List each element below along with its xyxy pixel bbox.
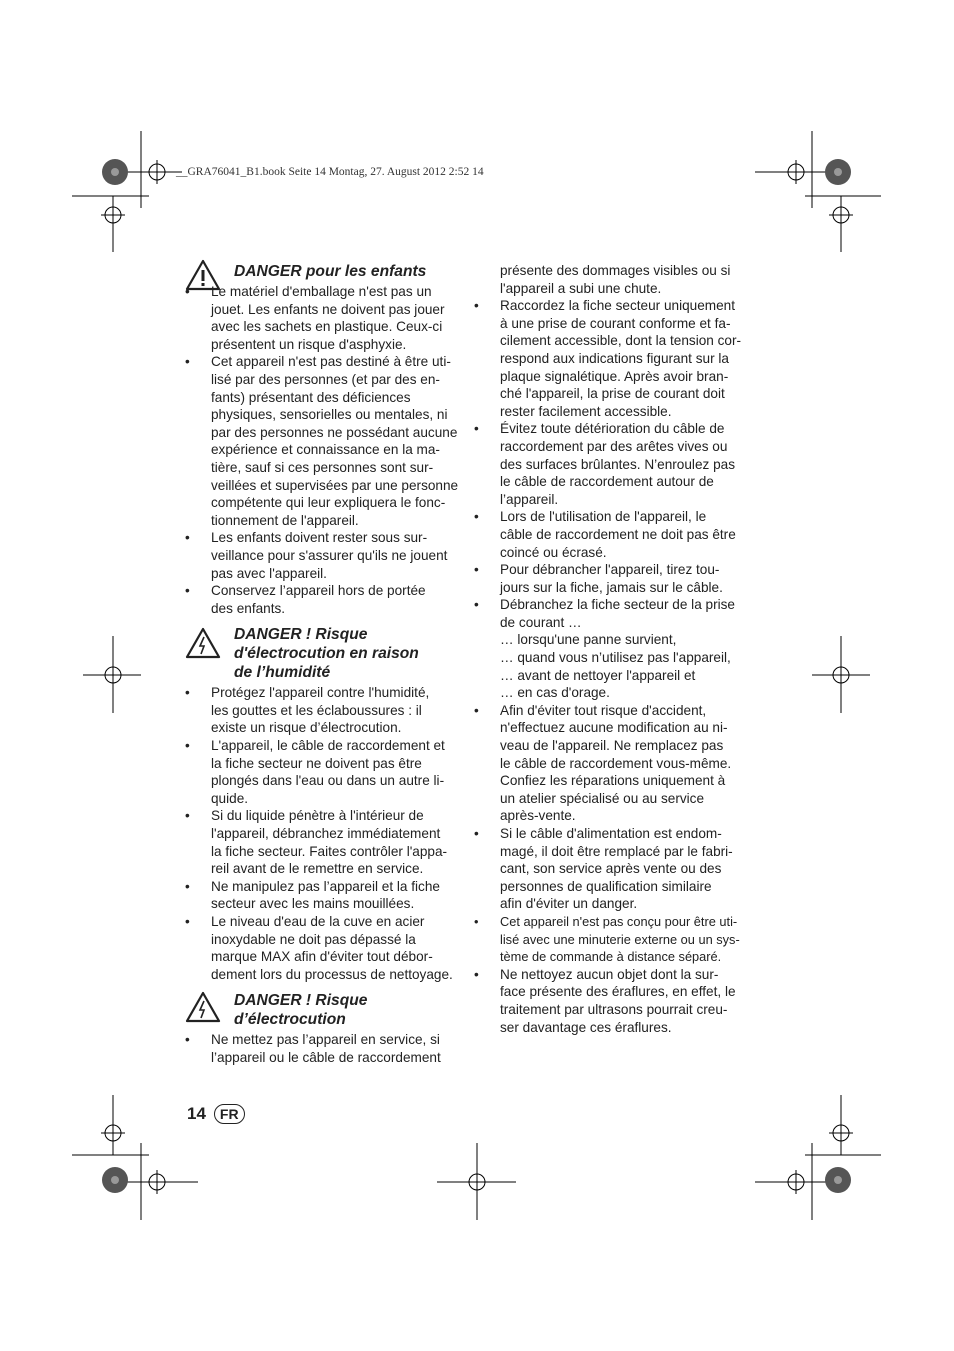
list-item: • Conservez l’appareil hors de portée des enfants. [185,583,426,616]
list-item: • Le matériel d'emballage n'est pas un jouet. Les enfants ne doivent pas jouer avec les sachets en plastique. Ceux-ci présentent un risque d'asphyxie. [185,284,445,352]
list-item: • L'appareil, le câble de raccordement et la fiche secteur ne doivent pas être plongés dans l'eau ou dans un autre li- quide. [185,738,445,806]
list-item: • Pour débrancher l'appareil, tirez tou- jours sur la fiche, jamais sur le câble. [474,562,723,595]
electric-hazard-icon [185,991,221,1023]
print-slug: __GRA76041_B1.book Seite 14 Montag, 27. August 2012 2:52 14 [176,166,484,178]
section-heading-electrocution [185,991,465,1029]
list-item: • Le niveau d'eau de la cuve en acier inoxydable ne doit pas dépassé la marque MAX afin d'éviter tout débor- dement lors du processus de nettoyage. [185,914,453,982]
list-item: • Si le câble d'alimentation est endom- magé, il doit être remplacé par le fabri- cant, son service après vente ou des personnes de qualification similaire afin d'éviter un danger. [474,826,733,912]
language-badge: FR [214,1104,245,1124]
list-item: • Évitez toute détérioration du câble de raccordement par des arêtes vives ou des surfaces brûlantes. N’enroulez pas le câble de raccordement autour de l’appareil. [474,421,735,507]
electric-hazard-icon [185,627,221,659]
list-item: • Cet appareil n'est pas destiné à être uti- lisé par des personnes (et par des en- fants) présentant des déficiences physiques, sensorielles ou mentales, ni par des personnes ne possédant aucune expérience et connaissance en la ma- tière, sauf si ces personnes sont sur- veillées et supervisées par une personne compétente qui leur expliquera le fonc- tionnement de l'appareil. [185,354,459,528]
section-heading-electrocution-humidity [185,625,465,682]
list-item: • Afin d'éviter tout risque d'accident, n'effectuez aucune modification au ni- veau de l'appareil. Ne remplacez pas le câble de raccordement vous-même. Confiez les réparations uniquement à un atelier spécialisé ou au service après-vente. [474,702,732,824]
bullet-list-children [185,283,465,617]
right-column [474,262,764,1036]
list-item: • Raccordez la fiche secteur uniquement à une prise de courant conforme et fa- cilement accessible, dont la tension cor- respond aux indications figurant sur la plaque signalétique. Après avoir bran- ché l'appareil, la prise de courant doit rester facilement accessible. [474,298,742,419]
list-item: • Cet appareil n'est pas conçu pour être uti- lisé avec une minuterie externe ou un sys- tème de commande à distance séparé. [474,913,740,965]
heading-text: d’électrocution [234,1011,346,1029]
section-heading-children [185,262,465,281]
list-item: • Lors de l'utilisation de l'appareil, le câble de raccordement ne doit pas être coincé ou écrasé. [474,509,736,560]
page-number: 14 [187,1104,206,1123]
list-item: • Ne mettez pas l’appareil en service, si l’appareil ou le câble de raccordement [185,1032,441,1065]
bullet-list-electrocution [185,1031,465,1066]
heading-text: de l’humidité [234,664,331,682]
page-footer [187,1104,245,1124]
bullet-list-humidity [185,684,465,983]
list-item: • Ne nettoyez aucun objet dont la sur- face présente des éraflures, en effet, le traitement par ultrasons pourrait creu- ser davantage ces éraflures. [474,966,736,1035]
list-item: • Ne manipulez pas l’appareil et la fiche secteur avec les mains mouillées. [185,878,440,912]
heading-text: DANGER pour les enfants [234,263,427,280]
heading-text: DANGER ! Risque [234,992,368,1010]
heading-text: d'électrocution en raison [234,645,419,663]
left-column [185,262,465,1067]
list-item: • Protégez l'appareil contre l'humidité, les gouttes et les éclaboussures : il existe un risque d’électrocution. [185,685,430,736]
list-item: • Débranchez la fiche secteur de la prise de courant … … lorsqu'une panne survient, … quand vous n’utilisez pas l'appareil, … avant de nettoyer l'appareil et … en cas d'orage. [474,597,735,701]
list-item: • Les enfants doivent rester sous sur- veillance pour s'assurer qu'ils ne jouent pas avec l'appareil. [185,530,448,581]
list-item: • Si du liquide pénètre à l'intérieur de l'appareil, débranchez immédiatement la fiche secteur. Faites contrôler l'appa- reil avant de le remettre en service. [185,808,448,877]
heading-text: DANGER ! Risque [234,626,368,644]
continued-text: présente des dommages visibles ou si l'appareil a subi une chute. [500,263,731,296]
bullet-list-safety [474,297,764,1036]
